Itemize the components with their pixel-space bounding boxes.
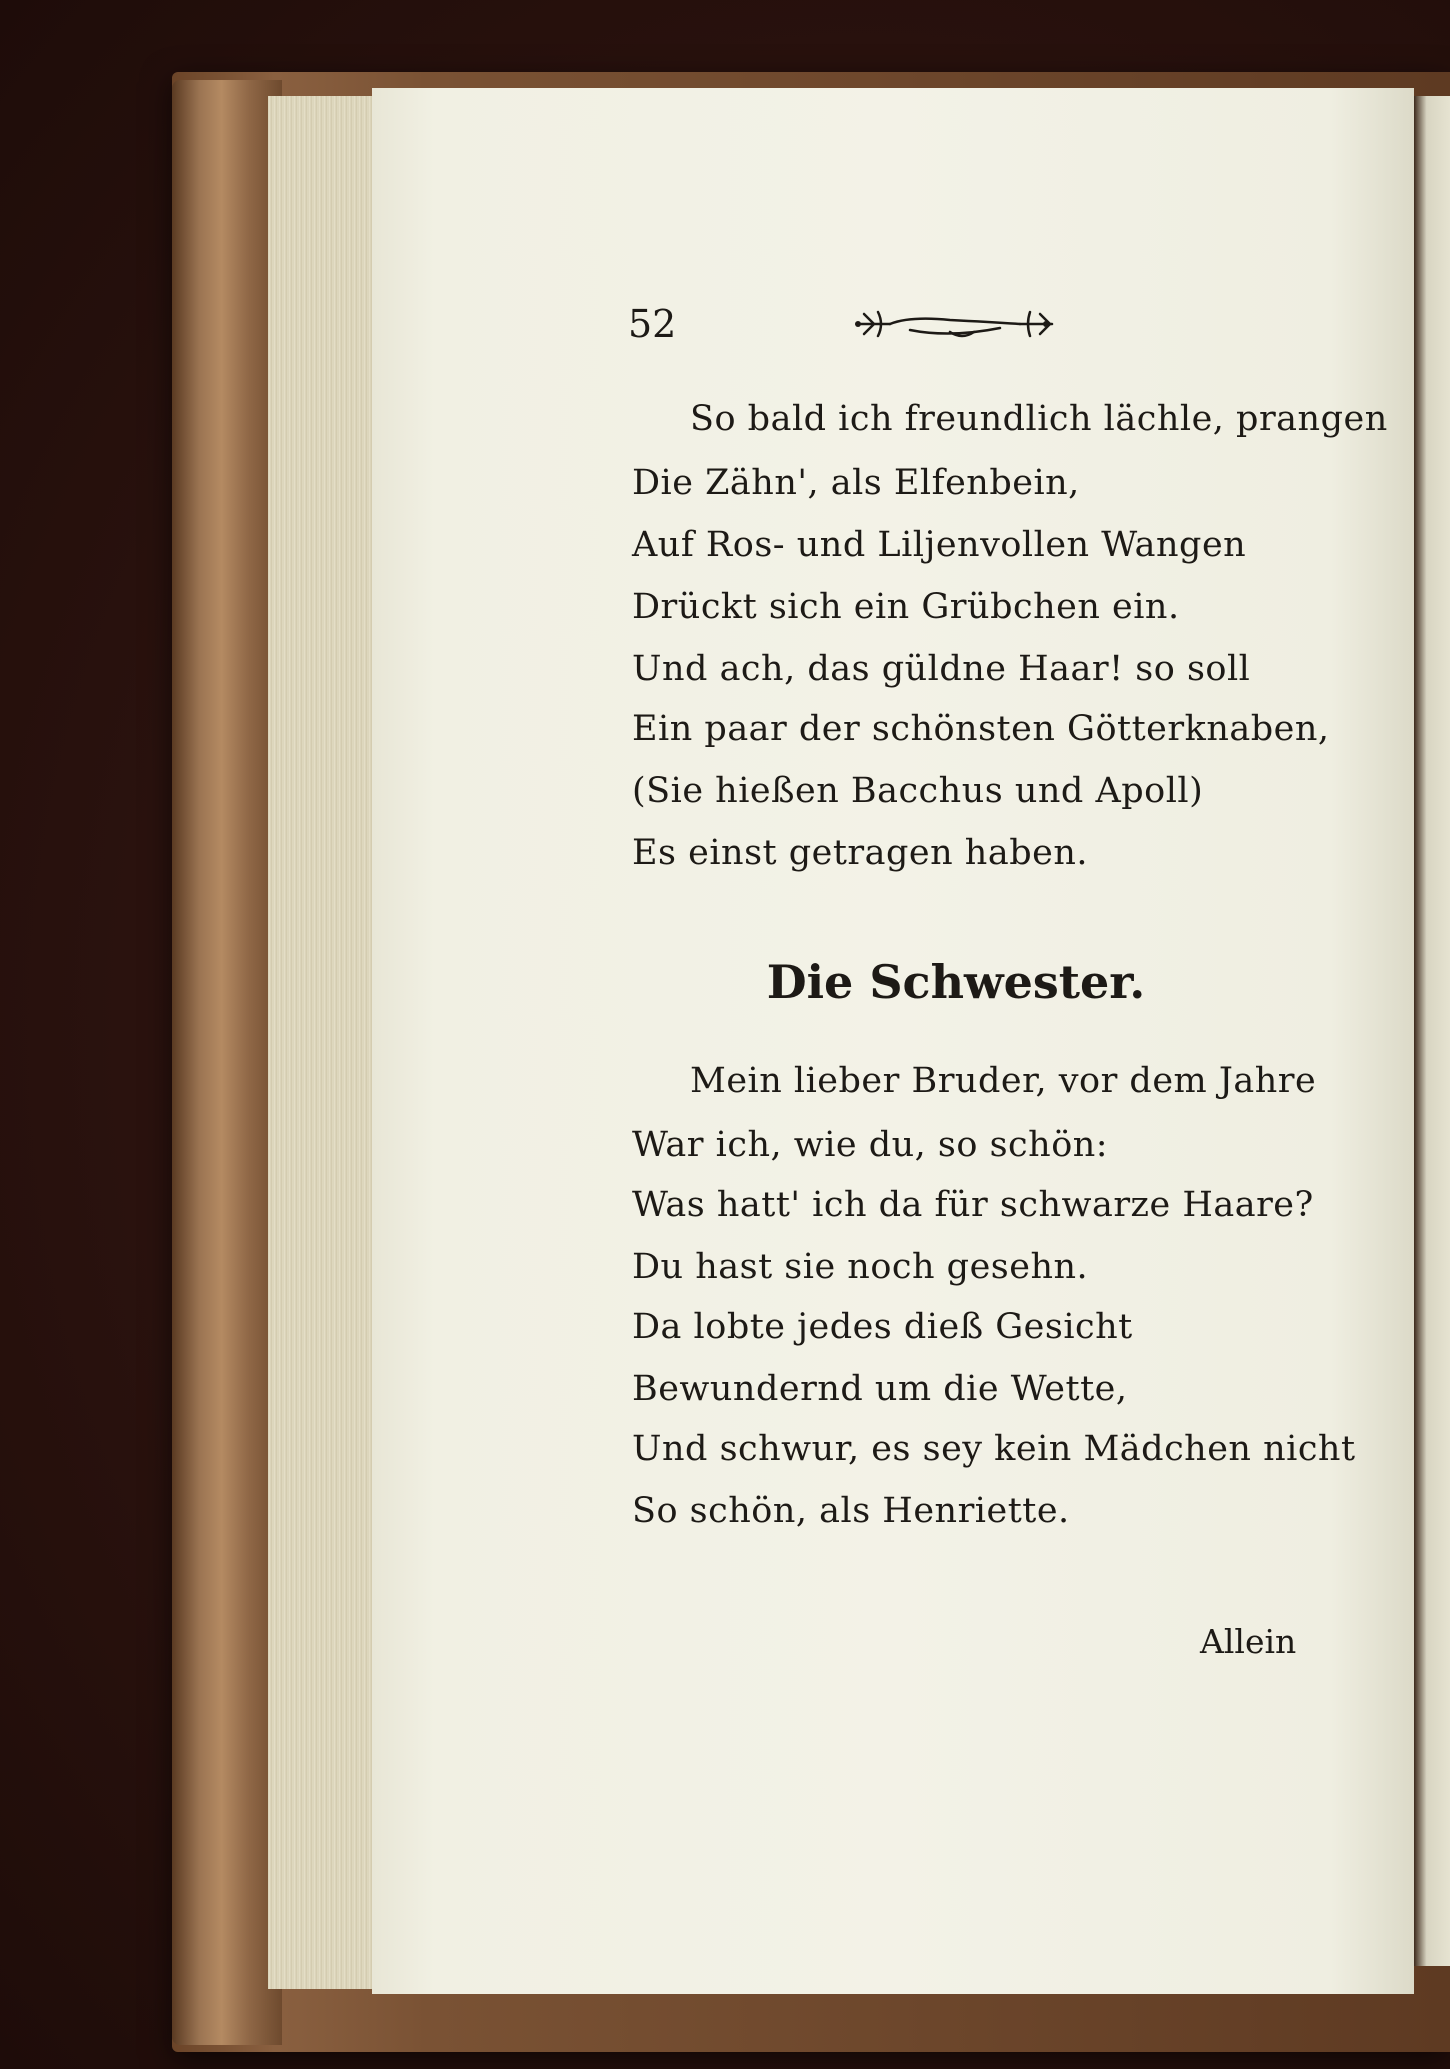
stanza-1-line-5: Und ach, das güldne Haar! so soll: [632, 649, 1251, 689]
stanza-1-line-4: Drückt sich ein Grübchen ein.: [632, 587, 1180, 627]
stanza-2-line-3: Was hatt' ich da für schwarze Haare?: [632, 1185, 1314, 1225]
stanza-2-line-1: Mein lieber Bruder, vor dem Jahre: [690, 1061, 1317, 1101]
poem-title-block: [630, 955, 1282, 1015]
stanza-1-line-3: Auf Ros- und Liljenvollen Wangen: [632, 525, 1247, 565]
stanza-2-line-8: So schön, als Henriette.: [632, 1491, 1070, 1531]
stanza-2-line-6: Bewundernd um die Wette,: [632, 1369, 1128, 1409]
page-edges: [268, 96, 373, 1989]
decorative-vine-ornament-icon: [850, 302, 1060, 346]
stanza-2-line-4: Du hast sie noch gesehn.: [632, 1247, 1089, 1287]
stanza-2-line-2: War ich, wie du, so schön:: [632, 1125, 1109, 1165]
stanza-1-line-7: (Sie hießen Bacchus und Apoll): [632, 771, 1204, 811]
poem-title: Die Schwester.: [766, 955, 1146, 1009]
stanza-2-line-5: Da lobte jedes dieß Gesicht: [632, 1307, 1133, 1347]
catchword: Allein: [1200, 1622, 1297, 1661]
book-page: [372, 88, 1414, 1994]
stanza-1-line-6: Ein paar der schönsten Götterknaben,: [632, 709, 1330, 749]
next-page-edge: [1414, 96, 1450, 1966]
book-spine: [172, 80, 282, 2045]
stanza-2-line-7: Und schwur, es sey kein Mädchen nicht: [632, 1429, 1356, 1469]
stanza-1-line-8: Es einst getragen haben.: [632, 833, 1088, 873]
page-number: 52: [628, 302, 677, 346]
stanza-1-line-2: Die Zähn', als Elfenbein,: [632, 463, 1080, 503]
stanza-1-line-1: So bald ich freundlich lächle, prangen: [690, 399, 1388, 439]
